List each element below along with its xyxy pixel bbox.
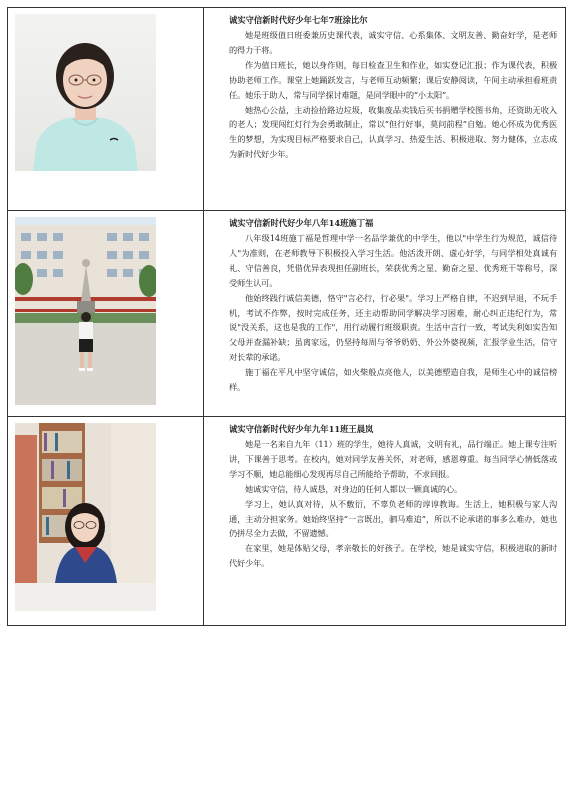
student-photo <box>15 217 156 405</box>
text-cell <box>204 417 566 626</box>
student-photo <box>15 14 156 171</box>
paragraph: 她是一名来自九年（11）班的学生，她待人真诚，文明有礼，品行端正。她上课专注听讲，下课善于思考。在校内，她对同学友善关怀，对老师，感恩尊重。每当同学心情低落或学习不顺，她总能细心发现再尽自己所能给予帮助，不求回报。 <box>229 439 557 479</box>
text-cell <box>204 8 566 211</box>
paragraph: 在家里，她是体贴父母，孝亲敬长的好孩子。在学校，她是诚实守信，积极进取的新时代好少年。 <box>229 543 557 569</box>
paragraph: 她诚实守信，待人诚恳，对身边的任何人都以一颗真诚的心。 <box>245 483 463 494</box>
table-row <box>8 211 566 417</box>
student-photo <box>15 423 156 611</box>
paragraph: 她是班级值日班委兼历史课代表，诚实守信、心系集体、文明友善、勤奋好学，是老师的得力干将。 <box>229 30 557 55</box>
paragraph: 作为值日班长，她以身作则，每日检查卫生和作业，如实登记汇报；作为课代表，积极协助老师工作。课堂上她踊跃发言，与老师互动频繁；课后安静阅读，午间主动承担看班责任。她乐于助人，常与同学探讨难题，是同学眼中的“小太阳”。 <box>229 59 557 100</box>
text-cell <box>204 211 566 417</box>
honor-table <box>7 7 566 626</box>
paragraph: 八年级14班施丁福是哲理中学一名品学兼优的中学生，他以"中学生行为规范，诚信待人"为准则，在老师教导下积极投入学习生活。他活泼开朗、虚心好学，与同学相处真诚有礼、守信善良，凭借优异表现担任副班长，荣获优秀之星、勤奋之星、优秀班干等称号，深受师生认可。 <box>229 233 557 288</box>
table-row <box>8 8 566 211</box>
paragraph: 施丁福在平凡中坚守诚信，如火柴般点亮他人，以美德塑造自我，是师生心中的诚信榜样。 <box>229 367 557 393</box>
entry-title: 诚实守信新时代好少年九年11班王晨岚 <box>229 424 374 434</box>
photo-cell <box>8 211 204 417</box>
entry-title: 诚实守信新时代好少年八年14班施丁福 <box>229 218 374 228</box>
paragraph: 她热心公益，主动捡拾路边垃圾，收集废品卖钱后买书捐赠学校图书角，还资助无收入的老人；发现闯红灯行为会勇敢制止，常以“但行好事，莫问前程”自勉。她心怀成为优秀医生的梦想，为实现目标严格要求自己，认真学习、热爱生活、积极进取、努力健体，立志成为新时代好少年。 <box>229 104 557 160</box>
entry-title: 诚实守信新时代好少年七年7班涂比尔 <box>229 15 368 25</box>
paragraph: 学习上，她认真对待，从不敷衍，不辜负老师的谆谆教诲。生活上，她积极与家人沟通，主动分担家务。她始终坚持“一言既出，驷马难追”，所以不论承诺的事多么难办，她也仍拼尽全力去做，不留遗憾。 <box>229 498 557 539</box>
photo-cell <box>8 417 204 626</box>
paragraph: 他始终践行诚信美德，恪守"言必行，行必果"。学习上严格自律，不迟到早退，不玩手机，考试不作弊，按时完成任务，还主动帮助同学解决学习困难，耐心纠正违纪行为，常说"没关系，这也是我的工作"，用行动履行班级职责。生活中言行一致，考试失利如实告知父母并查漏补缺；虽离家远，仍坚持每周与爷爷奶奶、外公外婆视频，汇报学业生活，信守对长辈的承诺。 <box>229 292 557 363</box>
table-row <box>8 417 566 626</box>
photo-cell <box>8 8 204 211</box>
